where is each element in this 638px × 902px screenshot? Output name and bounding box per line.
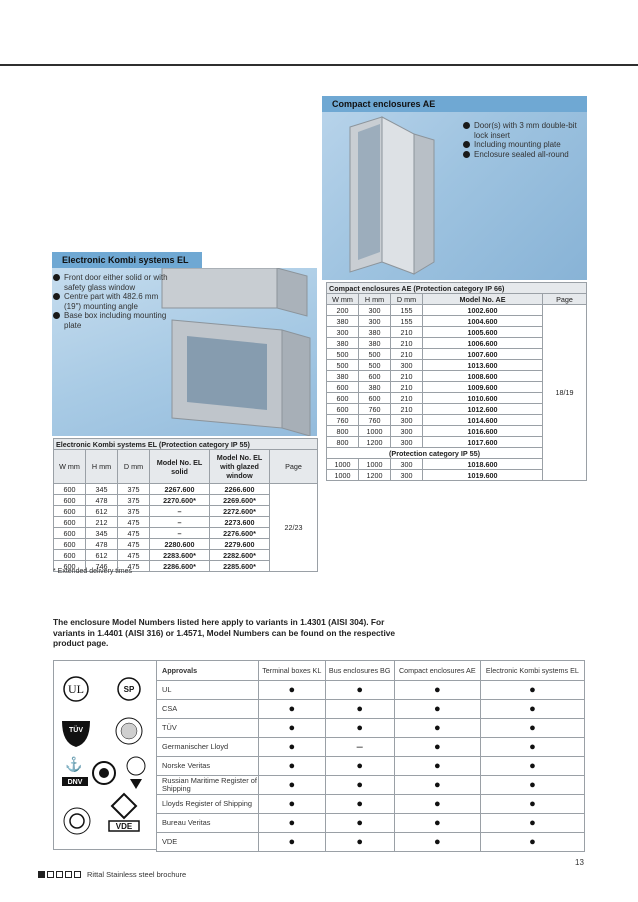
bullet-icon bbox=[53, 312, 60, 319]
table-cell: 155 bbox=[391, 305, 423, 316]
svg-text:SP: SP bbox=[123, 685, 135, 694]
footer-label: Rittal Stainless steel brochure bbox=[87, 870, 187, 879]
table-cell: – bbox=[150, 517, 210, 528]
table-cell: 600 bbox=[54, 539, 86, 550]
approval-mark: ● bbox=[394, 719, 480, 738]
approval-mark: ● bbox=[394, 833, 480, 852]
table-cell: 1200 bbox=[359, 437, 391, 448]
approval-mark: ● bbox=[394, 681, 480, 700]
table-cell: 375 bbox=[118, 495, 150, 506]
approval-mark: ● bbox=[259, 719, 326, 738]
approval-mark: ● bbox=[325, 681, 394, 700]
table-cell: 600 bbox=[54, 517, 86, 528]
table-cell: 600 bbox=[327, 393, 359, 404]
table-cell: 600 bbox=[327, 382, 359, 393]
approval-mark: ● bbox=[325, 814, 394, 833]
table-cell: 600 bbox=[54, 561, 86, 572]
table-cell: 600 bbox=[359, 393, 391, 404]
table-caption: Compact enclosures AE (Protection category IP 66) bbox=[327, 283, 587, 294]
table-row bbox=[157, 738, 585, 757]
approval-name: Russian Maritime Register of Shipping bbox=[157, 776, 259, 795]
russian-maritime-register-logo-icon bbox=[93, 762, 115, 784]
table-cell: 1018.600 bbox=[423, 459, 543, 470]
table-cell: 600 bbox=[54, 484, 86, 495]
approval-mark: ● bbox=[325, 700, 394, 719]
table-cell: 1000 bbox=[327, 470, 359, 481]
table-cell: 600 bbox=[54, 506, 86, 517]
column-header: Page bbox=[543, 294, 587, 305]
ul-logo-icon bbox=[64, 677, 88, 701]
approval-name: TÜV bbox=[157, 719, 259, 738]
list-item: Door(s) with 3 mm double-bit lock insert bbox=[463, 121, 588, 140]
table-cell: 1016.600 bbox=[423, 426, 543, 437]
list-item: Centre part with 482.6 mm (19") mounting angle bbox=[53, 292, 168, 311]
approval-mark: ● bbox=[325, 757, 394, 776]
column-header: Compact enclosures AE bbox=[394, 661, 480, 681]
table-cell: 210 bbox=[391, 393, 423, 404]
page-number: 13 bbox=[575, 858, 584, 867]
table-cell: 345 bbox=[86, 528, 118, 539]
page-footer bbox=[38, 870, 186, 879]
table-cell: – bbox=[150, 506, 210, 517]
table-cell: 1006.600 bbox=[423, 338, 543, 349]
table-cell: 2280.600 bbox=[150, 539, 210, 550]
approval-mark: ● bbox=[259, 776, 326, 795]
table-row bbox=[54, 484, 318, 495]
approval-mark: ● bbox=[394, 757, 480, 776]
table-row bbox=[157, 795, 585, 814]
table-row bbox=[157, 757, 585, 776]
table-row bbox=[157, 700, 585, 719]
table-cell: 300 bbox=[391, 470, 423, 481]
approval-mark: ● bbox=[480, 681, 584, 700]
table-cell: 300 bbox=[391, 360, 423, 371]
table-cell: 155 bbox=[391, 316, 423, 327]
table-cell: 1005.600 bbox=[423, 327, 543, 338]
approval-name: VDE bbox=[157, 833, 259, 852]
table-cell: 475 bbox=[118, 550, 150, 561]
square-icon bbox=[65, 871, 72, 878]
csa-logo-icon bbox=[118, 678, 140, 700]
approval-mark: ● bbox=[394, 700, 480, 719]
table-cell: 500 bbox=[359, 360, 391, 371]
table-cell: 380 bbox=[327, 338, 359, 349]
table-cell: 2273.600 bbox=[210, 517, 270, 528]
bullet-icon bbox=[463, 122, 470, 129]
approval-mark: – bbox=[325, 738, 394, 757]
lloyds-register-logo-icon bbox=[127, 757, 145, 789]
table-cell: 612 bbox=[86, 506, 118, 517]
table-cell: 1000 bbox=[359, 426, 391, 437]
list-item: Front door either solid or with safety glass window bbox=[53, 273, 168, 292]
table-cell: 600 bbox=[54, 550, 86, 561]
column-header: Page bbox=[270, 450, 318, 484]
approval-name: Germanischer Lloyd bbox=[157, 738, 259, 757]
table-cell: 18/19 bbox=[543, 305, 587, 481]
approval-name: UL bbox=[157, 681, 259, 700]
approval-mark: ● bbox=[394, 795, 480, 814]
table-cell: 475 bbox=[118, 517, 150, 528]
table-cell: 1000 bbox=[359, 459, 391, 470]
table-cell: 612 bbox=[86, 550, 118, 561]
table-cell: (Protection category IP 55) bbox=[327, 448, 543, 459]
table-cell: 600 bbox=[54, 495, 86, 506]
approval-mark: ● bbox=[259, 700, 326, 719]
approval-mark: ● bbox=[259, 681, 326, 700]
table-cell: 760 bbox=[327, 415, 359, 426]
approval-name: Lloyds Register of Shipping bbox=[157, 795, 259, 814]
approval-mark: ● bbox=[480, 719, 584, 738]
table-cell: 2269.600* bbox=[210, 495, 270, 506]
column-header: D mm bbox=[391, 294, 423, 305]
table-cell: 380 bbox=[359, 338, 391, 349]
table-cell: 2272.600* bbox=[210, 506, 270, 517]
table-cell: 300 bbox=[391, 415, 423, 426]
approval-mark: ● bbox=[394, 814, 480, 833]
table-cell: 380 bbox=[327, 371, 359, 382]
svg-text:TÜV: TÜV bbox=[69, 727, 83, 734]
table-cell: 210 bbox=[391, 404, 423, 415]
bureau-veritas-logo-icon bbox=[64, 808, 90, 834]
table-cell: 212 bbox=[86, 517, 118, 528]
approval-mark: ● bbox=[480, 814, 584, 833]
table-cell: 300 bbox=[391, 459, 423, 470]
table-row bbox=[327, 305, 587, 316]
table-cell: 475 bbox=[118, 539, 150, 550]
table-cell: 1013.600 bbox=[423, 360, 543, 371]
table-cell: 760 bbox=[359, 404, 391, 415]
column-header: Bus enclosures BG bbox=[325, 661, 394, 681]
table-cell: 2286.600* bbox=[150, 561, 210, 572]
approval-logos bbox=[53, 660, 156, 850]
column-header: Model No. EL solid bbox=[150, 450, 210, 484]
table-cell: 475 bbox=[118, 528, 150, 539]
table-cell: 500 bbox=[359, 349, 391, 360]
column-header: H mm bbox=[86, 450, 118, 484]
table-cell: 210 bbox=[391, 371, 423, 382]
svg-text:DNV: DNV bbox=[67, 779, 83, 786]
table-cell: 478 bbox=[86, 495, 118, 506]
column-header: Model No. AE bbox=[423, 294, 543, 305]
approval-mark: ● bbox=[480, 738, 584, 757]
footnote: * Extended delivery times bbox=[53, 568, 132, 575]
top-rule bbox=[0, 64, 638, 66]
square-icon bbox=[38, 871, 45, 878]
table-cell: 600 bbox=[359, 371, 391, 382]
table-cell: 300 bbox=[359, 316, 391, 327]
el-banner: Electronic Kombi systems EL bbox=[52, 252, 202, 269]
approval-mark: ● bbox=[259, 795, 326, 814]
table-row bbox=[157, 681, 585, 700]
approval-mark: ● bbox=[480, 757, 584, 776]
svg-text:⚓: ⚓ bbox=[65, 756, 83, 772]
approval-mark: ● bbox=[480, 833, 584, 852]
table-cell: 1008.600 bbox=[423, 371, 543, 382]
square-icon bbox=[74, 871, 81, 878]
table-cell: 210 bbox=[391, 338, 423, 349]
table-cell: 475 bbox=[118, 561, 150, 572]
table-cell: 2279.600 bbox=[210, 539, 270, 550]
approvals-table bbox=[156, 660, 585, 852]
column-header: Model No. EL with glazed window bbox=[210, 450, 270, 484]
bullet-icon bbox=[463, 141, 470, 148]
approval-mark: ● bbox=[394, 738, 480, 757]
approval-mark: ● bbox=[259, 738, 326, 757]
table-cell: 375 bbox=[118, 506, 150, 517]
approval-name: CSA bbox=[157, 700, 259, 719]
table-cell: 1000 bbox=[327, 459, 359, 470]
table-cell: 2283.600* bbox=[150, 550, 210, 561]
table-cell: 345 bbox=[86, 484, 118, 495]
table-cell: 1014.600 bbox=[423, 415, 543, 426]
tuv-logo-icon bbox=[62, 721, 90, 747]
table-row bbox=[157, 814, 585, 833]
table-cell: 2282.600* bbox=[210, 550, 270, 561]
table-cell: 380 bbox=[359, 382, 391, 393]
bullet-icon bbox=[53, 293, 60, 300]
germanischer-lloyd-logo-icon bbox=[116, 718, 142, 744]
table-cell: 2276.600* bbox=[210, 528, 270, 539]
table-cell: 210 bbox=[391, 349, 423, 360]
table-cell: 1019.600 bbox=[423, 470, 543, 481]
table-cell: 600 bbox=[327, 404, 359, 415]
table-cell: 1010.600 bbox=[423, 393, 543, 404]
approval-mark: ● bbox=[259, 757, 326, 776]
table-cell: 2285.600* bbox=[210, 561, 270, 572]
bullet-icon bbox=[53, 274, 60, 281]
table-cell: 300 bbox=[391, 426, 423, 437]
approval-mark: ● bbox=[259, 814, 326, 833]
approval-mark: ● bbox=[325, 776, 394, 795]
approval-mark: ● bbox=[259, 833, 326, 852]
table-cell: 1004.600 bbox=[423, 316, 543, 327]
approval-mark: ● bbox=[325, 795, 394, 814]
table-cell: 22/23 bbox=[270, 484, 318, 572]
table-cell: 1009.600 bbox=[423, 382, 543, 393]
approval-mark: ● bbox=[325, 833, 394, 852]
table-cell: 300 bbox=[359, 305, 391, 316]
list-item: Enclosure sealed all-round bbox=[463, 150, 588, 160]
approval-mark: ● bbox=[480, 795, 584, 814]
table-cell: 800 bbox=[327, 437, 359, 448]
table-cell: 2266.600 bbox=[210, 484, 270, 495]
table-cell: 1200 bbox=[359, 470, 391, 481]
table-cell: 746 bbox=[86, 561, 118, 572]
ae-feature-list bbox=[463, 121, 588, 159]
table-cell: 200 bbox=[327, 305, 359, 316]
table-cell: 2270.600* bbox=[150, 495, 210, 506]
table-cell: 600 bbox=[54, 528, 86, 539]
variant-statement: The enclosure Model Numbers listed here apply to variants in 1.4301 (AISI 304). For variants in 1.4401 (AISI 316) or 1.4571, Model Numbers can be found on the respective product page. bbox=[53, 617, 396, 648]
ae-banner: Compact enclosures AE bbox=[322, 96, 587, 113]
table-cell: 800 bbox=[327, 426, 359, 437]
table-cell: 380 bbox=[327, 316, 359, 327]
svg-text:VDE: VDE bbox=[115, 822, 133, 831]
vde-logo-icon bbox=[109, 794, 139, 831]
table-cell: 478 bbox=[86, 539, 118, 550]
approval-name: Norske Veritas bbox=[157, 757, 259, 776]
table-cell: 1007.600 bbox=[423, 349, 543, 360]
column-header: Electronic Kombi systems EL bbox=[480, 661, 584, 681]
ae-model-table bbox=[326, 282, 587, 481]
table-row bbox=[157, 833, 585, 852]
column-header: W mm bbox=[54, 450, 86, 484]
approval-mark: ● bbox=[394, 776, 480, 795]
table-caption: Electronic Kombi systems EL (Protection category IP 55) bbox=[54, 439, 318, 450]
column-header: H mm bbox=[359, 294, 391, 305]
svg-text:UL: UL bbox=[68, 682, 84, 696]
column-header: Terminal boxes KL bbox=[259, 661, 326, 681]
table-cell: 210 bbox=[391, 382, 423, 393]
table-cell: 1017.600 bbox=[423, 437, 543, 448]
table-cell: 375 bbox=[118, 484, 150, 495]
list-item: Including mounting plate bbox=[463, 140, 588, 150]
el-feature-list bbox=[53, 273, 168, 330]
table-cell: 500 bbox=[327, 360, 359, 371]
table-row bbox=[157, 719, 585, 738]
el-model-table bbox=[53, 438, 318, 572]
square-icon bbox=[47, 871, 54, 878]
bullet-icon bbox=[463, 151, 470, 158]
approval-mark: ● bbox=[480, 776, 584, 795]
table-row bbox=[157, 776, 585, 795]
list-item: Base box including mounting plate bbox=[53, 311, 168, 330]
table-cell: 500 bbox=[327, 349, 359, 360]
approval-mark: ● bbox=[325, 719, 394, 738]
norske-veritas-logo-icon bbox=[62, 756, 88, 786]
table-cell: 1002.600 bbox=[423, 305, 543, 316]
column-header: D mm bbox=[118, 450, 150, 484]
table-cell: 380 bbox=[359, 327, 391, 338]
table-cell: 300 bbox=[327, 327, 359, 338]
square-icon bbox=[56, 871, 63, 878]
approvals-title: Approvals bbox=[157, 661, 259, 681]
table-cell: 2267.600 bbox=[150, 484, 210, 495]
table-cell: 760 bbox=[359, 415, 391, 426]
table-cell: 210 bbox=[391, 327, 423, 338]
table-cell: 300 bbox=[391, 437, 423, 448]
table-cell: – bbox=[150, 528, 210, 539]
approval-mark: ● bbox=[480, 700, 584, 719]
column-header: W mm bbox=[327, 294, 359, 305]
approval-name: Bureau Veritas bbox=[157, 814, 259, 833]
table-cell: 1012.600 bbox=[423, 404, 543, 415]
